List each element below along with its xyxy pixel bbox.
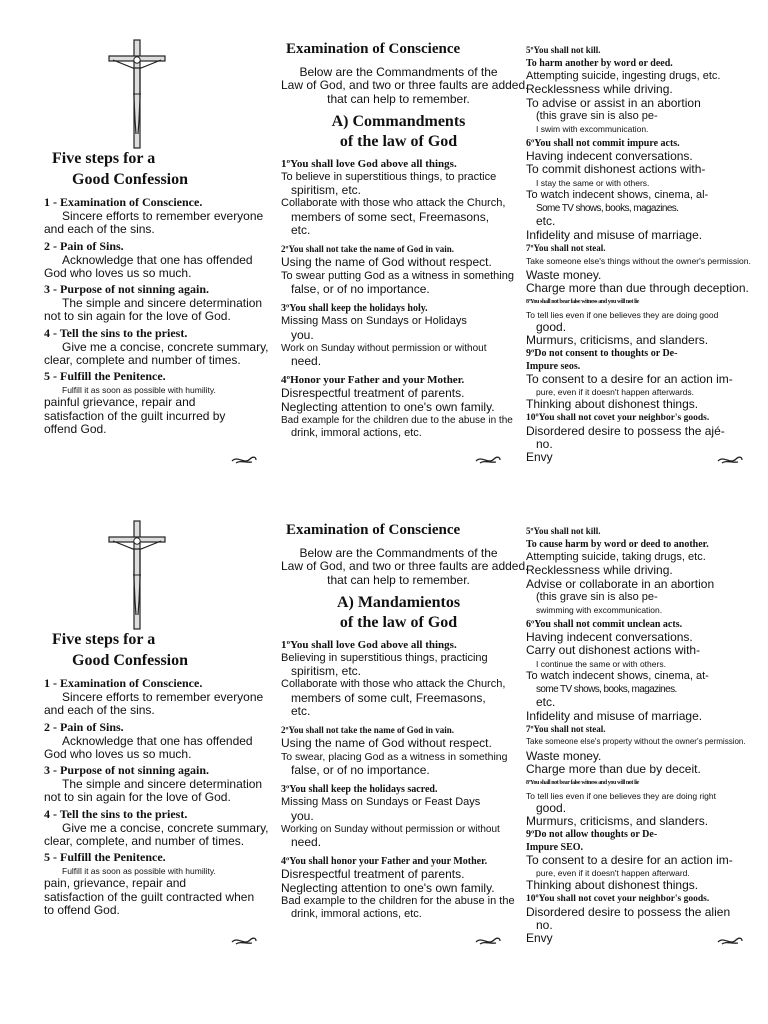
commandment-heading: 6ºYou shall not commit impure acts. — [526, 138, 680, 150]
commandment-heading: 8ºYou shall not bear false witness and you will not lie — [526, 298, 639, 305]
step-text: not to sin again for the love of God. — [44, 790, 231, 805]
commandment-text: To watch indecent shows, cinema, al- — [526, 188, 709, 201]
commandment-text: members of some cult, Freemasons, — [291, 690, 486, 705]
flourish-ornament-icon — [474, 932, 502, 948]
step-note: Fulfill it as soon as possible with humility. — [62, 866, 216, 877]
flourish-ornament-icon — [716, 451, 744, 467]
step-text: Sincere efforts to remember everyone — [62, 690, 264, 704]
commandment-text: To swear putting God as a witness in something — [281, 269, 514, 282]
commandment-text: Murmurs, criticisms, and slanders. — [526, 332, 709, 347]
commandment-text: drink, immoral actions, etc. — [291, 427, 422, 440]
step-heading: 2 - Pain of Sins. — [44, 719, 124, 734]
commandment-text: Infidelity and misuse of marriage. — [526, 708, 703, 723]
commandment-text: To watch indecent shows, cinema, at- — [526, 669, 709, 682]
commandment-text: need. — [291, 354, 322, 369]
commandment-text: (this grave sin is also pe- — [536, 109, 658, 122]
commandment-text: Bad example to the children for the abuse in the — [281, 895, 515, 908]
step-note: Fulfill it as soon as possible with humility. — [62, 385, 216, 396]
commandment-text: Collaborate with those who attack the Church, — [281, 197, 506, 210]
examination-column — [281, 521, 529, 922]
step-text: God who loves us so much. — [44, 265, 192, 280]
step-heading: 5 - Fulfill the Penitence. — [44, 850, 166, 865]
commandment-text: Disrespectful treatment of parents. — [281, 867, 465, 882]
step-heading: 3 - Purpose of not sinning again. — [44, 282, 210, 297]
commandment-text: Attempting suicide, ingesting drugs, etc. — [526, 70, 721, 82]
step-text: and each of the sins. — [44, 703, 155, 718]
step-heading: 4 - Tell the sins to the priest. — [44, 806, 188, 821]
commandment-text: Having indecent conversations. — [526, 149, 693, 164]
steps-title: Good Confession — [72, 652, 189, 669]
flourish-ornament-icon — [230, 932, 258, 948]
step-text: clear, complete, and number of times. — [44, 834, 245, 849]
section-title: of the law of God — [339, 613, 458, 631]
exam-title: Examination of Conscience — [286, 41, 461, 57]
commandment-heading: 2ºYou shall not take the name of God in vain. — [281, 244, 454, 255]
commandment-text: To commit dishonest actions with- — [526, 162, 706, 177]
commandment-text: Recklessness while driving. — [526, 563, 673, 578]
commandment-text: some TV shows, books, magazines. — [536, 684, 677, 696]
commandment-heading: To cause harm by word or deed to another. — [526, 539, 709, 550]
exam-title: Examination of Conscience — [286, 522, 461, 538]
commandment-text: To swear, placing God as a witness in something — [281, 750, 508, 763]
step-heading: 4 - Tell the sins to the priest. — [44, 325, 188, 340]
commandment-text: good. — [536, 800, 567, 815]
commandment-text: false, or of no importance. — [291, 281, 430, 296]
examination-column — [281, 40, 529, 441]
commandment-text: you. — [291, 327, 314, 342]
commandment-text: etc. — [291, 223, 311, 238]
step-heading: 5 - Fulfill the Penitence. — [44, 369, 166, 384]
step-text: Acknowledge that one has offended — [62, 733, 253, 748]
step-text: satisfaction of the guilt incurred by — [44, 408, 226, 423]
commandment-heading: 3ºYou shall keep the holidays holy. — [281, 303, 428, 315]
commandment-text: To advise or assist in an abortion — [526, 95, 701, 110]
commandment-text: Charge more than due by deceit. — [526, 762, 701, 777]
commandment-text: Recklessness while driving. — [526, 82, 673, 97]
commandment-heading: Impure seos. — [526, 361, 581, 373]
commandment-heading: 1ºYou shall love God above all things. — [281, 638, 457, 651]
commandment-text: To consent to a desire for an action im- — [526, 372, 733, 387]
commandment-text: To tell lies even if one believes they are doing right — [526, 790, 716, 801]
commandments-column — [526, 525, 762, 946]
intro-text: Below are the Commandments of the — [299, 65, 498, 79]
commandment-text: Neglecting attention to one's own family. — [281, 399, 495, 414]
commandment-text: good. — [536, 319, 567, 334]
intro-text: Law of God, and two or three faults are added. — [281, 78, 529, 93]
commandment-text: Using the name of God without respect. — [281, 255, 492, 270]
commandment-text: Working on Sunday without permission or without — [281, 823, 500, 835]
commandment-text: pure, even if it doesn't happen afterward. — [536, 868, 690, 879]
commandment-text: you. — [291, 808, 314, 823]
intro-text: Below are the Commandments of the — [299, 546, 498, 560]
commandment-text: swimming with excommunication. — [536, 605, 663, 616]
intro-text: that can help to remember. — [327, 91, 470, 106]
section-title: of the law of God — [339, 132, 458, 150]
commandment-text: Infidelity and misuse of marriage. — [526, 227, 703, 242]
step-text: Acknowledge that one has offended — [62, 252, 253, 267]
commandment-heading: 4ºYou shall honor your Father and your Mother. — [281, 856, 488, 868]
commandment-text: no. — [536, 918, 553, 933]
commandment-text: Thinking about dishonest things. — [526, 878, 699, 893]
step-heading: 3 - Purpose of not sinning again. — [44, 763, 210, 778]
commandment-text: To consent to a desire for an action im- — [526, 853, 733, 868]
commandment-text: Having indecent conversations. — [526, 630, 693, 645]
commandment-heading: 9ºDo not allow thoughts or De- — [526, 829, 658, 841]
steps-column — [44, 148, 280, 436]
commandment-text: Neglecting attention to one's own family. — [281, 880, 495, 895]
commandment-text: spiritism, etc. — [291, 183, 362, 198]
flourish-ornament-icon — [230, 451, 258, 467]
step-text: to offend God. — [44, 902, 120, 917]
commandment-text: Missing Mass on Sundays or Holidays — [281, 315, 467, 328]
step-text: The simple and sincere determination — [62, 777, 263, 792]
commandment-text: Using the name of God without respect. — [281, 736, 492, 751]
commandment-text: Thinking about dishonest things. — [526, 397, 699, 412]
step-text: pain, grievance, repair and — [44, 876, 187, 891]
section-title: A) Mandamientos — [336, 593, 461, 611]
commandment-heading: 10ºYou shall not covet your neighbor's goods. — [526, 412, 710, 423]
step-text: clear, complete and number of times. — [44, 353, 241, 368]
commandment-text: Some TV shows, books, magazines. — [536, 203, 679, 215]
commandment-text: Take someone else's things without the owner's permission. — [526, 255, 751, 266]
step-heading: 1 - Examination of Conscience. — [44, 676, 203, 690]
flourish-ornament-icon — [716, 932, 744, 948]
commandment-text: Carry out dishonest actions with- — [526, 643, 701, 658]
commandment-heading: 4ºHonor your Father and your Mother. — [281, 374, 465, 387]
commandment-heading: 3ºYou shall keep the holidays sacred. — [281, 784, 438, 796]
commandment-text: need. — [291, 835, 322, 850]
intro-text: that can help to remember. — [327, 572, 470, 587]
commandment-text: false, or of no importance. — [291, 762, 430, 777]
commandment-heading: 10ºYou shall not covet your neighbor's goods. — [526, 893, 710, 904]
step-text: not to sin again for the love of God. — [44, 309, 231, 324]
commandments-column — [526, 44, 762, 465]
step-text: The simple and sincere determination — [62, 296, 263, 311]
commandment-heading: 8ºYou shall not bear false witness and you will not lie — [526, 779, 639, 786]
step-text: painful grievance, repair and — [44, 395, 196, 410]
commandment-text: I stay the same or with others. — [536, 177, 650, 188]
step-text: and each of the sins. — [44, 222, 155, 237]
commandment-text: Disordered desire to possess the ajé- — [526, 423, 725, 438]
section-title: A) Commandments — [331, 112, 466, 130]
commandment-text: Charge more than due through deception. — [526, 281, 749, 296]
step-text: Give me a concise, concrete summary, — [62, 820, 269, 835]
commandment-text: Murmurs, criticisms, and slanders. — [526, 813, 709, 828]
commandment-text: Missing Mass on Sundays or Feast Days — [281, 796, 481, 809]
commandment-heading: 6ºYou shall not commit unclean acts. — [526, 619, 683, 631]
step-text: Sincere efforts to remember everyone — [62, 209, 264, 223]
intro-text: Law of God, and two or three faults are added. — [281, 559, 529, 574]
commandment-text: Collaborate with those who attack the Church, — [281, 678, 506, 691]
commandment-text: Bad example for the children due to the abuse in the — [281, 415, 513, 427]
commandment-heading: 2ºYou shall not take the name of God in vain. — [281, 725, 454, 736]
step-heading: 2 - Pain of Sins. — [44, 238, 124, 253]
steps-title: Five steps for a — [52, 150, 156, 167]
commandment-text: (this grave sin is also pe- — [536, 590, 658, 603]
commandment-text: I swim with excommunication. — [536, 124, 649, 135]
commandment-text: spiritism, etc. — [291, 664, 362, 679]
commandment-text: drink, immoral actions, etc. — [291, 908, 422, 921]
commandment-text: Envy — [526, 931, 553, 946]
step-heading: 1 - Examination of Conscience. — [44, 195, 203, 209]
commandment-text: etc. — [536, 214, 556, 229]
steps-column — [44, 629, 280, 917]
commandment-heading: 7ºYou shall not steal. — [526, 242, 606, 253]
step-text: Give me a concise, concrete summary, — [62, 339, 269, 354]
card-bottom — [0, 481, 768, 981]
commandment-text: Attempting suicide, taking drugs, etc. — [526, 551, 706, 563]
commandment-text: Waste money. — [526, 267, 602, 282]
commandment-text: Disordered desire to possess the alien — [526, 904, 731, 919]
commandment-text: Waste money. — [526, 748, 602, 763]
commandment-text: I continue the same or with others. — [536, 658, 666, 669]
crucifix-icon — [105, 519, 169, 631]
commandment-heading: 9ºDo not consent to thoughts or De- — [526, 348, 678, 360]
flourish-ornament-icon — [474, 451, 502, 467]
step-text: God who loves us so much. — [44, 746, 192, 761]
commandment-text: To believe in superstitious things, to practice — [281, 170, 497, 183]
commandment-text: etc. — [536, 695, 556, 710]
commandment-text: Advise or collaborate in an abortion — [526, 576, 715, 591]
commandment-text: Believing in superstitious things, practicing — [281, 651, 488, 664]
commandment-heading: 1ºYou shall love God above all things. — [281, 157, 457, 170]
commandment-text: members of some sect, Freemasons, — [291, 209, 490, 224]
commandment-heading: Impure SEO. — [526, 842, 584, 854]
commandment-heading: 5ºYou shall not kill. — [526, 45, 601, 55]
commandment-heading: 5ºYou shall not kill. — [526, 526, 601, 536]
commandment-text: etc. — [291, 704, 311, 719]
commandment-text: no. — [536, 437, 553, 452]
commandment-text: To tell lies even if one believes they are doing good — [526, 309, 719, 320]
commandment-text: pure, even if it doesn't happen afterwards. — [536, 387, 695, 398]
commandment-heading: To harm another by word or deed. — [526, 58, 673, 69]
card-top — [0, 0, 768, 500]
commandment-text: Disrespectful treatment of parents. — [281, 386, 465, 401]
commandment-text: Work on Sunday without permission or without — [281, 342, 487, 354]
commandment-heading: 7ºYou shall not steal. — [526, 723, 606, 734]
step-text: satisfaction of the guilt contracted when — [44, 889, 255, 904]
commandment-text: Envy — [526, 450, 553, 465]
steps-title: Five steps for a — [52, 631, 156, 648]
crucifix-icon — [105, 38, 169, 150]
steps-title: Good Confession — [72, 171, 189, 188]
step-text: offend God. — [44, 421, 107, 436]
commandment-text: Take someone else's property without the owner's permission. — [526, 736, 746, 746]
